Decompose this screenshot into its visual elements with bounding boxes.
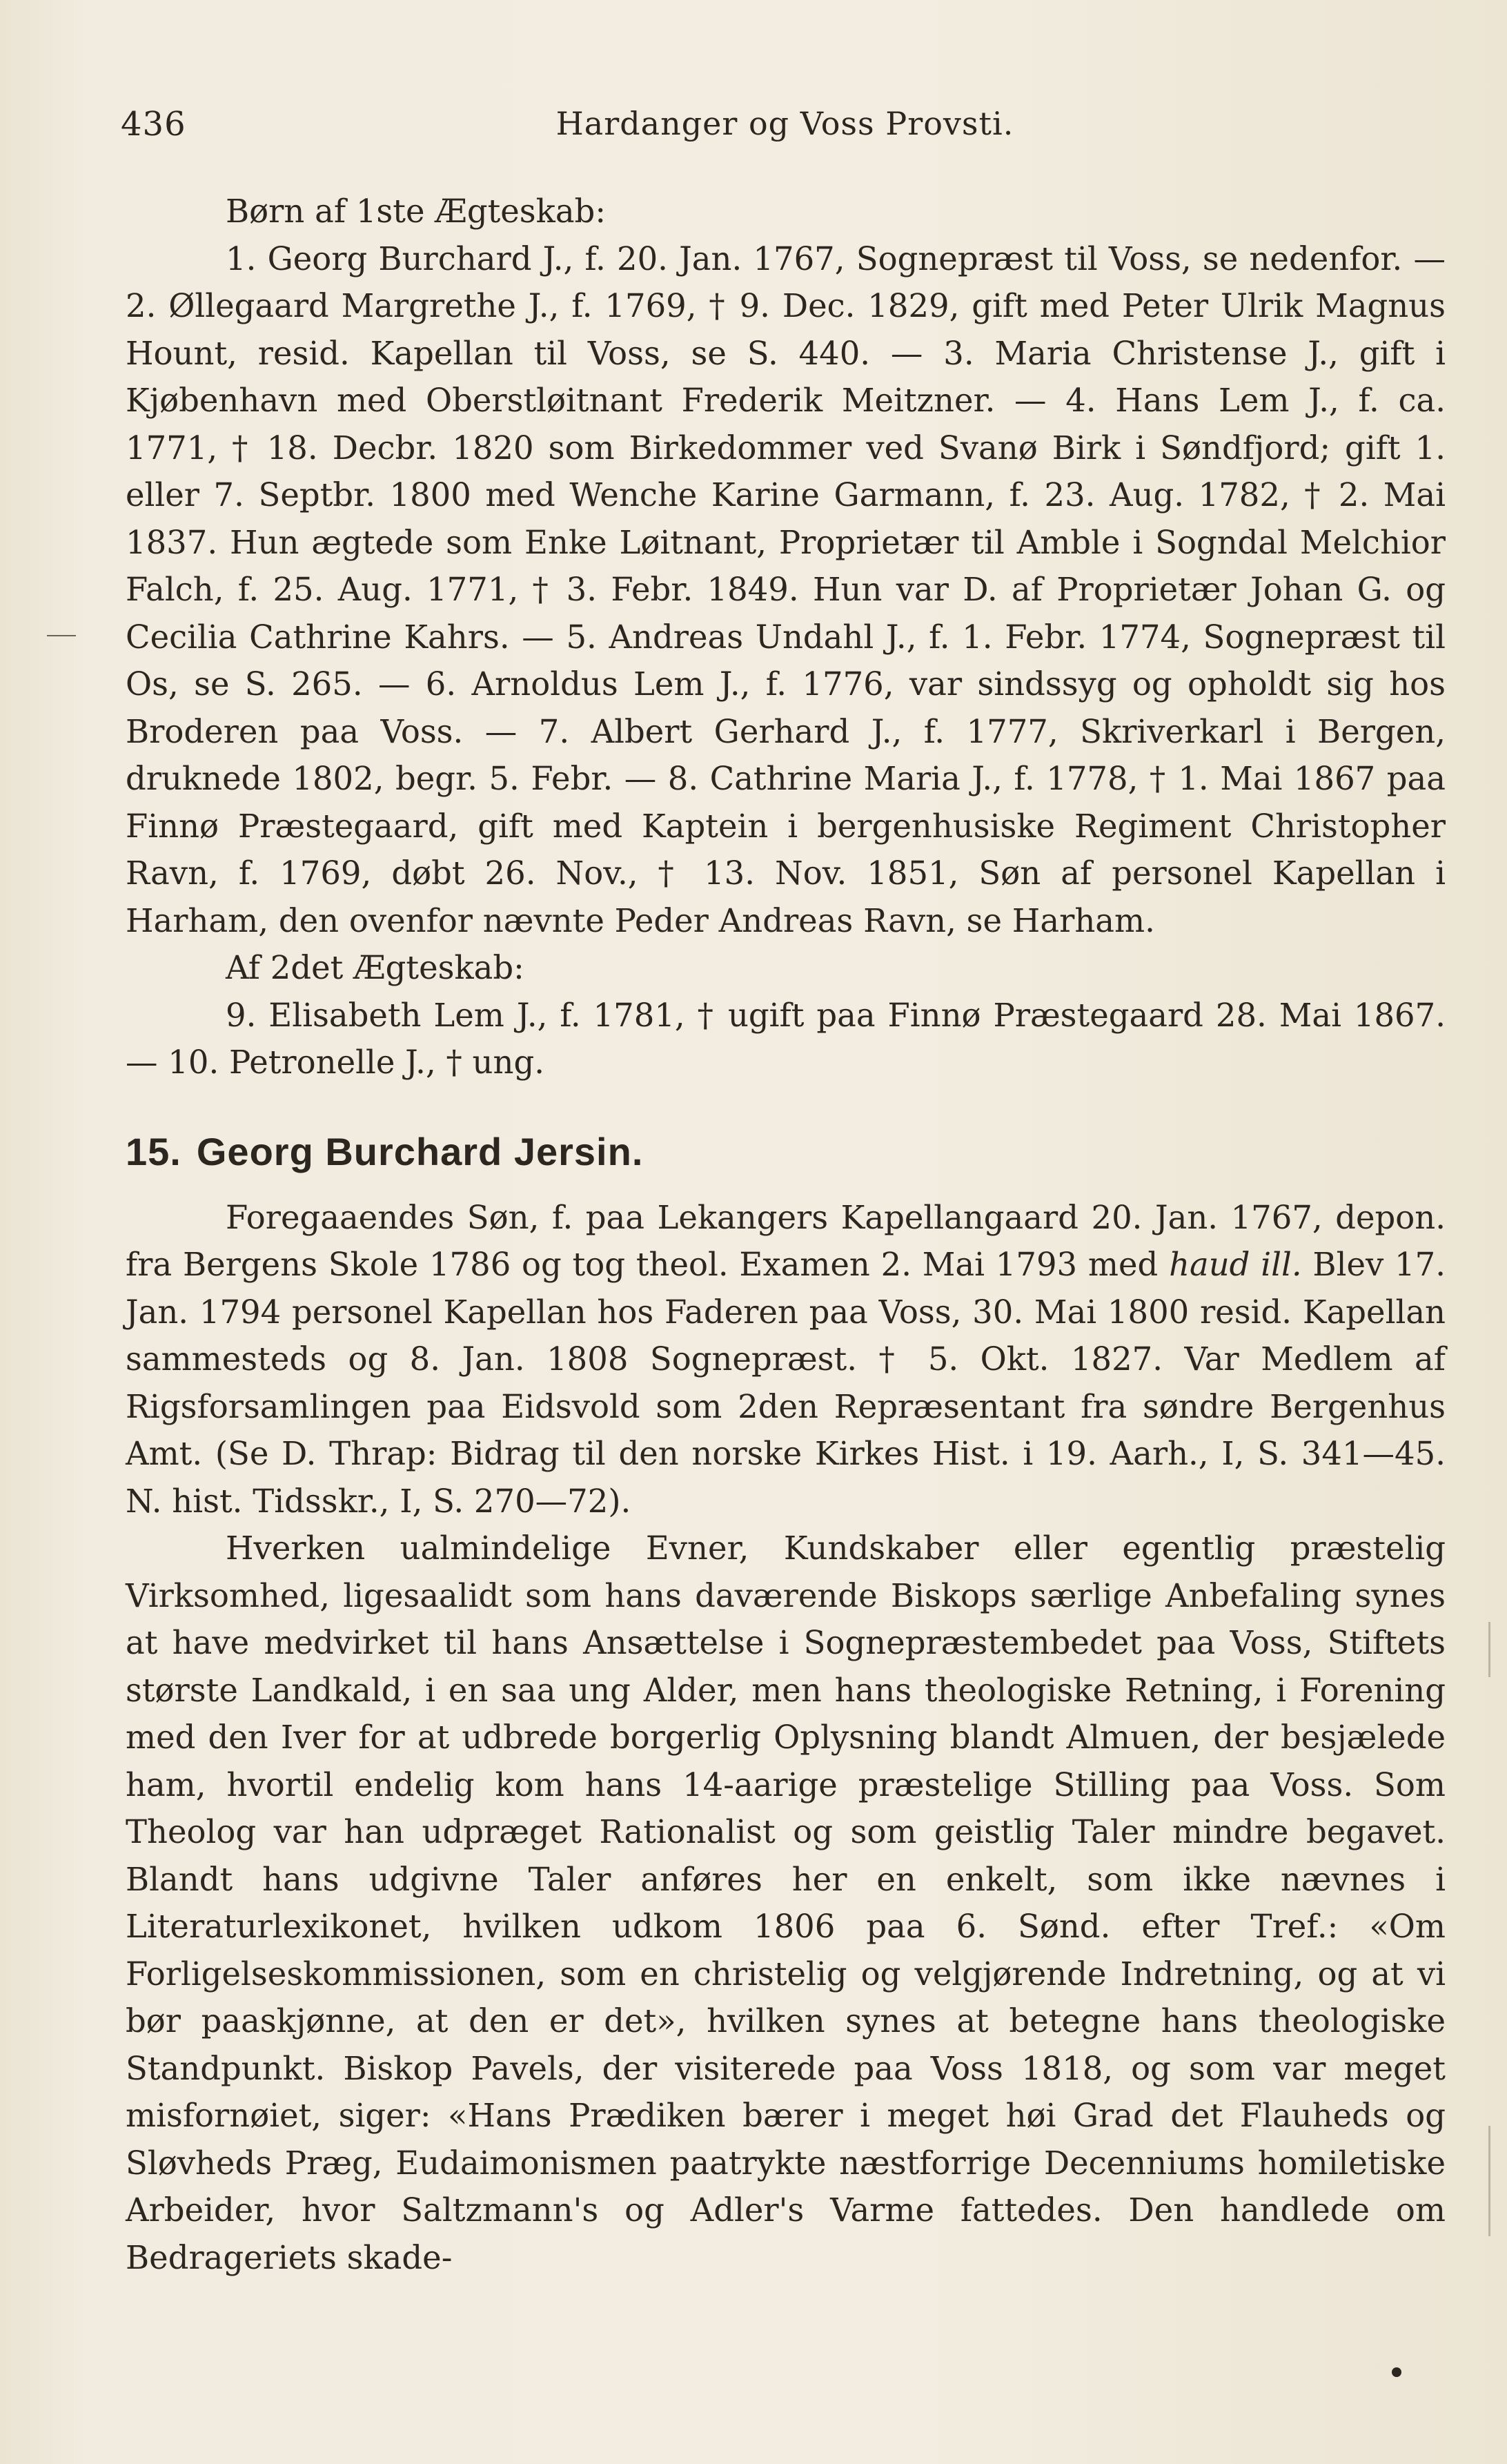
running-title: Hardanger og Voss Provsti. xyxy=(555,105,1014,142)
section-number: 15. xyxy=(126,1129,181,1173)
page-edge-mark xyxy=(1488,2126,1490,2236)
page-edge-mark xyxy=(1488,1622,1490,1677)
second-marriage-children-paragraph: 9. Elisabeth Lem J., f. 1781, † ugift paa Finnø Præstegaard 28. Mai 1867. — 10. Petronelle J., † ung. xyxy=(126,996,1446,1081)
children-list-paragraph: 1. Georg Burchard J., f. 20. Jan. 1767, Sognepræst til Voss, se nedenfor. — 2. Øllegaard Margrethe J., f. 1769, † 9. Dec. 1829, gift med Peter Ulrik Magnus Hount, resid. Kapellan til Voss, se S. 440. — 3. Maria Christense J., gift i Kjøbenhavn med Oberstløitnant Frederik Meitzner. — 4. Hans Lem J., f. ca. 1771, † 18. Decbr. 1820 som Birkedommer ved Svanø Birk i Søndfjord; gift 1. eller 7. Septbr. 1800 med Wenche Karine Garmann, f. 23. Aug. 1782, † 2. Mai 1837. Hun ægtede som Enke Løitnant, Proprietær til Amble i Sogndal Melchior Falch, f. 25. Aug. 1771, † 3. Febr. 1849. Hun var D. af Proprietær Johan G. og Cecilia Cathrine Kahrs. — 5. Andreas Undahl J., f. 1. Febr. 1774, Sognepræst til Os, se S. 265. — 6. Arnoldus Lem J., f. 1776, var sindssyg og opholdt sig hos Broderen paa Voss. — 7. Albert Gerhard J., f. 1777, Skriverkarl i Bergen, druknede 1802, begr. 5. Febr. — 8. Cathrine Maria J., f. 1778, † 1. Mai 1867 paa Finnø Præstegaard, gift med Kaptein i bergenhusiske Regiment Christopher Ravn, f. 1769, døbt 26. Nov., † 13. Nov. 1851, Søn af personel Kapellan i Harham, den ovenfor nævnte Peder Andreas Ravn, se Harham. xyxy=(126,239,1446,939)
biography-text-end: Blev 17. Jan. 1794 personel Kapellan hos Faderen paa Voss, 30. Mai 1800 resid. Kapellan sammesteds og 8. Jan. 1808 Sognepræst. † 5. Okt. 1827. Var Medlem af Rigsforsamlingen paa Eidsvold som 2den Repræsentant fra søndre Bergenhus Amt. (Se D. Thrap: Bidrag til den norske Kirkes Hist. i 19. Aarh., I, S. 341—45. N. hist. Tidsskr., I, S. 270—72). xyxy=(126,1246,1446,1520)
page-body xyxy=(126,188,1446,2281)
section-title: Georg Burchard Jersin. xyxy=(196,1129,644,1173)
margin-dash-mark xyxy=(47,635,76,636)
children-second-marriage-heading: Af 2det Ægteskab: xyxy=(226,949,524,986)
character-paragraph: Hverken ualmindelige Evner, Kundskaber eller egentlig præstelig Virksomhed, ligesaalidt som hans daværende Biskops særlige Anbefaling synes at have medvirket til hans Ansættelse i Sognepræstembedet paa Voss, Stiftets største Landkald, i en saa ung Alder, men hans theologiske Retning, i Forening med den Iver for at udbrede borgerlig Oplysning blandt Almuen, der besjælede ham, hvortil endelig kom hans 14-aarige præstelige Stilling paa Voss. Som Theolog var han udpræget Rationalist og som geistlig Taler mindre begavet. Blandt hans udgivne Taler anføres her en enkelt, som ikke nævnes i Literaturlexikonet, hvilken udkom 1806 paa 6. Sønd. efter Tref.: «Om Forligelseskommissionen, som en christelig og velgjørende Indretning, og at vi bør paaskjønne, at den er det», hvilken synes at betegne hans theologiske Standpunkt. Biskop Pavels, der visiterede paa Voss 1818, og som var meget misfornøiet, siger: «Hans Prædiken bærer i meget høi Grad det Flauheds og Sløvheds Præg, Eudaimonismen paatrykte næstforrige Decenniums homiletiske Arbeider, hvor Saltzmann's og Adler's Varme fattedes. Den handlede om Bedrageriets skade- xyxy=(126,1529,1446,2276)
biography-text-start: Foregaaendes Søn, f. paa Lekangers Kapellangaard 20. Jan. 1767, depon. fra Bergens Skole 1786 og tog theol. Examen 2. Mai 1793 med xyxy=(126,1198,1446,1283)
biography-paragraph xyxy=(126,1194,1446,1525)
children-first-marriage-heading: Børn af 1ste Ægteskab: xyxy=(226,193,606,230)
page-number: 436 xyxy=(121,105,186,144)
section-heading xyxy=(126,1128,1446,1176)
biography-grade-italic: haud ill. xyxy=(1169,1246,1302,1283)
page-header xyxy=(121,105,1449,153)
ink-dot xyxy=(1392,2367,1401,2377)
